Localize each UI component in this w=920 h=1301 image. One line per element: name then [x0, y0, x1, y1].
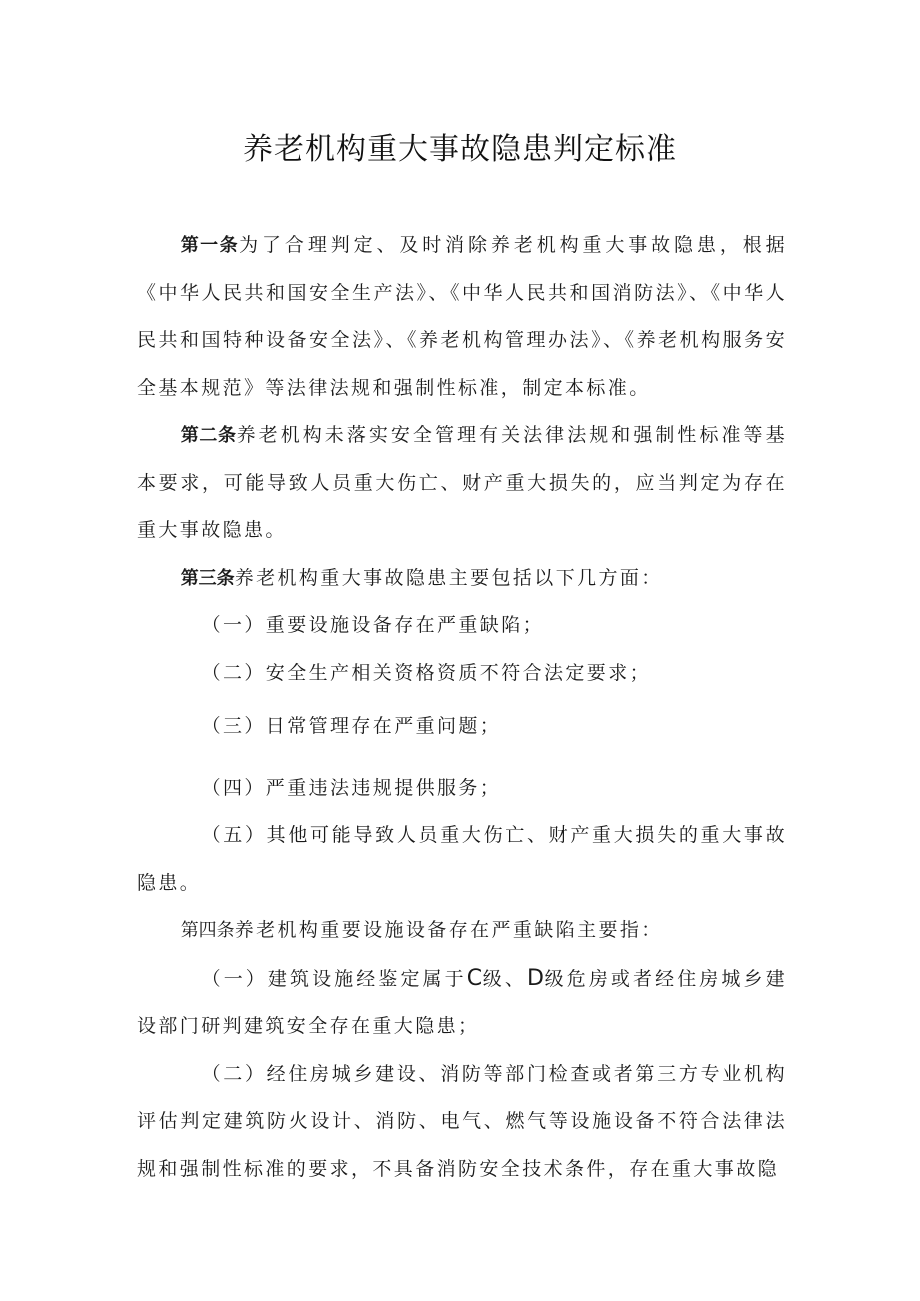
article-1-text: 为了合理判定、及时消除养老机构重大事故隐患，根据《中华人民共和国安全生产法》、《中华人民共和国消防法》、《中华人民共和国特种设备安全法》、《养老机构管理办法》、《养老机构服务安全基本规范》等法律法规和强制性标准，制定本标准。 [137, 234, 787, 399]
document-title: 养老机构重大事故隐患判定标准 [243, 132, 677, 167]
article-3-text: 养老机构重大事故隐患主要包括以下几方面： [234, 566, 663, 589]
grade-d: D [527, 965, 544, 991]
article-4-item-1-suffix: 级危房或者经住房城乡建设部门研判建筑安全存在重大隐患； [137, 967, 787, 1037]
article-1 [137, 222, 787, 412]
article-3-item-2: （二）安全生产相关资格资质不符合法定要求； [201, 661, 651, 684]
document-body [137, 222, 787, 1193]
article-4-item-1 [137, 955, 787, 1051]
article-3-item-1: （一）重要设施设备存在严重缺陷； [201, 614, 544, 636]
article-1-label: 第一条 [180, 235, 240, 256]
article-4-label: 第四条 [180, 920, 235, 941]
article-4-item-1-prefix: （一）建筑设施经鉴定属于 [201, 967, 467, 990]
article-3-item-4: （四）严重违法违规提供服务； [201, 776, 502, 799]
article-4-text: 养老机构重要设施设备存在严重缺陷主要指： [234, 919, 663, 941]
article-3-item-3: （三）日常管理存在严重问题； [201, 715, 502, 737]
article-4 [137, 907, 787, 955]
article-4-item-2: （二）经住房城乡建设、消防等部门检查或者第三方专业机构评估判定建筑防火设计、消防、电气、燃气等设施设备不符合法律法规和强制性标准的要求，不具备消防安全技术条件，存在重大事故隐 [137, 1062, 787, 1180]
article-3 [137, 555, 787, 603]
article-3-item-5: （五）其他可能导致人员重大伤亡、财产重大损失的重大事故隐患。 [137, 824, 787, 894]
article-2 [137, 412, 787, 555]
article-4-item-1-mid: 级、 [482, 967, 527, 990]
article-2-text: 养老机构未落实安全管理有关法律法规和强制性标准等基本要求，可能导致人员重大伤亡、财产重大损失的，应当判定为存在重大事故隐患。 [137, 424, 787, 541]
grade-c: C [466, 965, 483, 991]
article-2-label: 第二条 [180, 425, 237, 446]
article-3-label: 第三条 [180, 567, 235, 589]
